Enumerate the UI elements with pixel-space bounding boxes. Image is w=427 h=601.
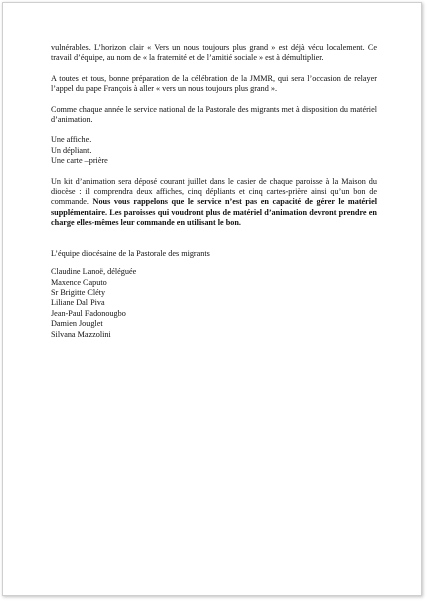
materials-item: Un dépliant. bbox=[51, 145, 92, 155]
paragraph-jmmr: A toutes et tous, bonne préparation de la célébration de la JMMR, qui sera l’occasion de relayer l’appel du pape François à aller « vers un nous toujours plus grand ». bbox=[51, 73, 377, 94]
signatory: Maxence Caputo bbox=[51, 277, 107, 287]
document-page bbox=[2, 2, 422, 596]
signatory: Silvana Mazzolini bbox=[51, 329, 111, 339]
signatory: Sr Brigitte Cléty bbox=[51, 287, 106, 297]
signatory: Jean-Paul Fadonougbo bbox=[51, 308, 126, 318]
signatory: Claudine Lanoë, déléguée bbox=[51, 267, 137, 277]
paragraph-intro: vulnérables. L’horizon clair « Vers un nous toujours plus grand » est déjà vécu localement. Ce travail d’équipe, au nom de « la fraternité et de l’amitié sociale » est à démultiplier. bbox=[51, 43, 377, 63]
materials-item: Une affiche. bbox=[51, 135, 92, 145]
team-title: L’équipe diocésaine de la Pastorale des migrants bbox=[51, 248, 210, 258]
paragraph-kit bbox=[51, 177, 377, 229]
signatories-list bbox=[51, 267, 377, 340]
kit-text: Un kit d’animation sera déposé courant juillet dans le casier de chaque paroisse à la Maison du diocèse : il comprendra deux affiches, cinq dépliants et cinq cartes-prière ainsi qu’un bon de commande. bbox=[51, 176, 377, 207]
paragraph-materials-intro: Comme chaque année le service national de la Pastorale des migrants met à disposition du matériel d’animation. bbox=[51, 104, 377, 125]
signatory: Liliane Dal Piva bbox=[51, 298, 105, 308]
materials-item: Une carte –prière bbox=[51, 156, 108, 166]
signatory: Damien Jouglet bbox=[51, 319, 103, 329]
letter-body bbox=[51, 43, 377, 340]
kit-warning: Nous vous rappelons que le service n’est pas en capacité de gérer le matériel supplémentaire. Les paroisses qui voudront plus de matériel d’animation devront prendre en charge elles-mêmes leur commande en utilisant le bon. bbox=[51, 197, 377, 228]
materials-list bbox=[51, 135, 377, 166]
